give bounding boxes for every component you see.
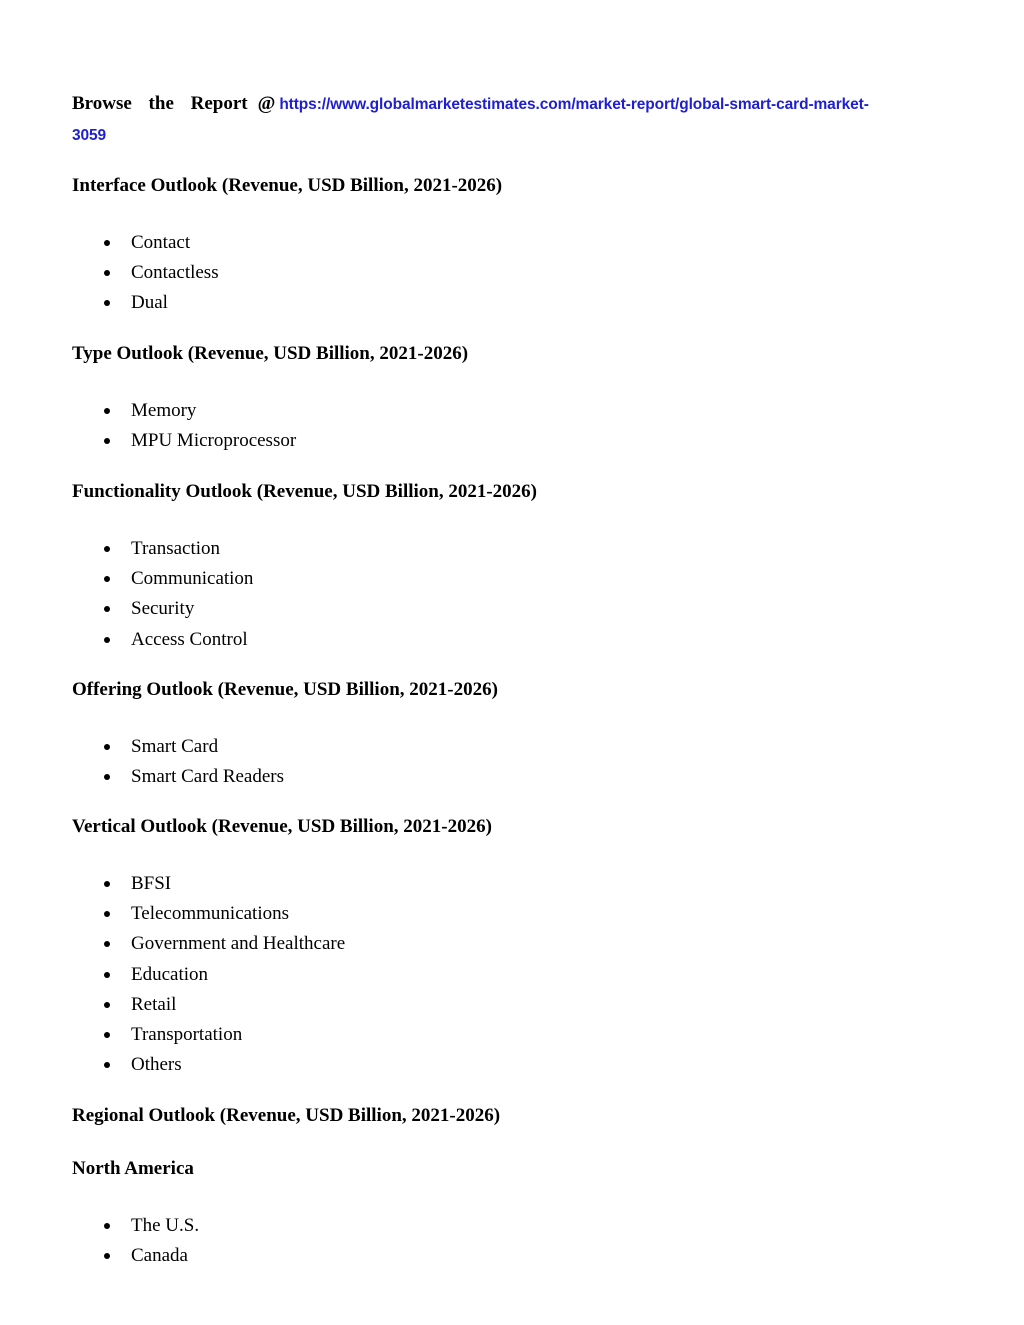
bullet-icon bbox=[104, 1002, 110, 1008]
section-interface-outlook bbox=[72, 174, 952, 319]
list-item: Education bbox=[72, 960, 952, 990]
list-item: Government and Healthcare bbox=[72, 929, 952, 959]
bullet-icon bbox=[104, 270, 110, 276]
section-heading: Functionality Outlook (Revenue, USD Billion, 2021-2026) bbox=[72, 481, 537, 502]
section-functionality-outlook bbox=[72, 480, 952, 655]
browse-report-line bbox=[72, 89, 952, 151]
list-item: Retail bbox=[72, 990, 952, 1020]
section-heading: Offering Outlook (Revenue, USD Billion, 2021-2026) bbox=[72, 679, 498, 700]
bullet-list bbox=[72, 1211, 952, 1271]
section-heading: Type Outlook (Revenue, USD Billion, 2021-2026) bbox=[72, 343, 469, 364]
bullet-icon bbox=[104, 911, 110, 917]
browse-report-label: Browse the Report bbox=[72, 93, 248, 114]
bullet-icon bbox=[104, 1253, 110, 1259]
bullet-list bbox=[72, 534, 952, 655]
bullet-icon bbox=[104, 972, 110, 978]
section-offering-outlook bbox=[72, 678, 952, 792]
bullet-icon bbox=[104, 576, 110, 582]
list-item: Communication bbox=[72, 564, 952, 594]
bullet-icon bbox=[104, 438, 110, 444]
list-item: Smart Card bbox=[72, 732, 952, 762]
bullet-icon bbox=[104, 408, 110, 414]
report-link-line2[interactable]: 3059 bbox=[72, 127, 107, 144]
bullet-icon bbox=[104, 546, 110, 552]
bullet-icon bbox=[104, 774, 110, 780]
list-item: Canada bbox=[72, 1241, 952, 1271]
section-heading: Regional Outlook (Revenue, USD Billion, 2021-2026) bbox=[72, 1105, 501, 1126]
bullet-icon bbox=[104, 744, 110, 750]
section-type-outlook bbox=[72, 342, 952, 456]
list-item: Dual bbox=[72, 288, 952, 318]
report-link-line1[interactable]: https://www.globalmarketestimates.com/market-report/global-smart-card-market- bbox=[279, 96, 869, 113]
bullet-icon bbox=[104, 881, 110, 887]
section-north-america bbox=[72, 1157, 952, 1271]
bullet-icon bbox=[104, 606, 110, 612]
bullet-list bbox=[72, 396, 952, 456]
list-item: Transportation bbox=[72, 1020, 952, 1050]
list-item: Telecommunications bbox=[72, 899, 952, 929]
list-item: Smart Card Readers bbox=[72, 762, 952, 792]
bullet-icon bbox=[104, 1062, 110, 1068]
bullet-icon bbox=[104, 300, 110, 306]
section-heading: Vertical Outlook (Revenue, USD Billion, 2021-2026) bbox=[72, 816, 492, 837]
bullet-list bbox=[72, 869, 952, 1080]
section-vertical-outlook bbox=[72, 815, 952, 1080]
list-item: Access Control bbox=[72, 625, 952, 655]
list-item: Memory bbox=[72, 396, 952, 426]
bullet-list bbox=[72, 732, 952, 792]
list-item: The U.S. bbox=[72, 1211, 952, 1241]
bullet-icon bbox=[104, 637, 110, 643]
list-item: Contactless bbox=[72, 258, 952, 288]
bullet-list bbox=[72, 228, 952, 319]
section-heading: Interface Outlook (Revenue, USD Billion, 2021-2026) bbox=[72, 175, 503, 196]
list-item: MPU Microprocessor bbox=[72, 426, 952, 456]
list-item: Security bbox=[72, 594, 952, 624]
section-regional-outlook bbox=[72, 1104, 952, 1128]
bullet-icon bbox=[104, 1223, 110, 1229]
at-symbol: @ bbox=[257, 93, 276, 114]
list-item: Others bbox=[72, 1050, 952, 1080]
list-item: Contact bbox=[72, 228, 952, 258]
section-heading: North America bbox=[72, 1158, 194, 1179]
list-item: BFSI bbox=[72, 869, 952, 899]
bullet-icon bbox=[104, 240, 110, 246]
list-item: Transaction bbox=[72, 534, 952, 564]
bullet-icon bbox=[104, 941, 110, 947]
bullet-icon bbox=[104, 1032, 110, 1038]
